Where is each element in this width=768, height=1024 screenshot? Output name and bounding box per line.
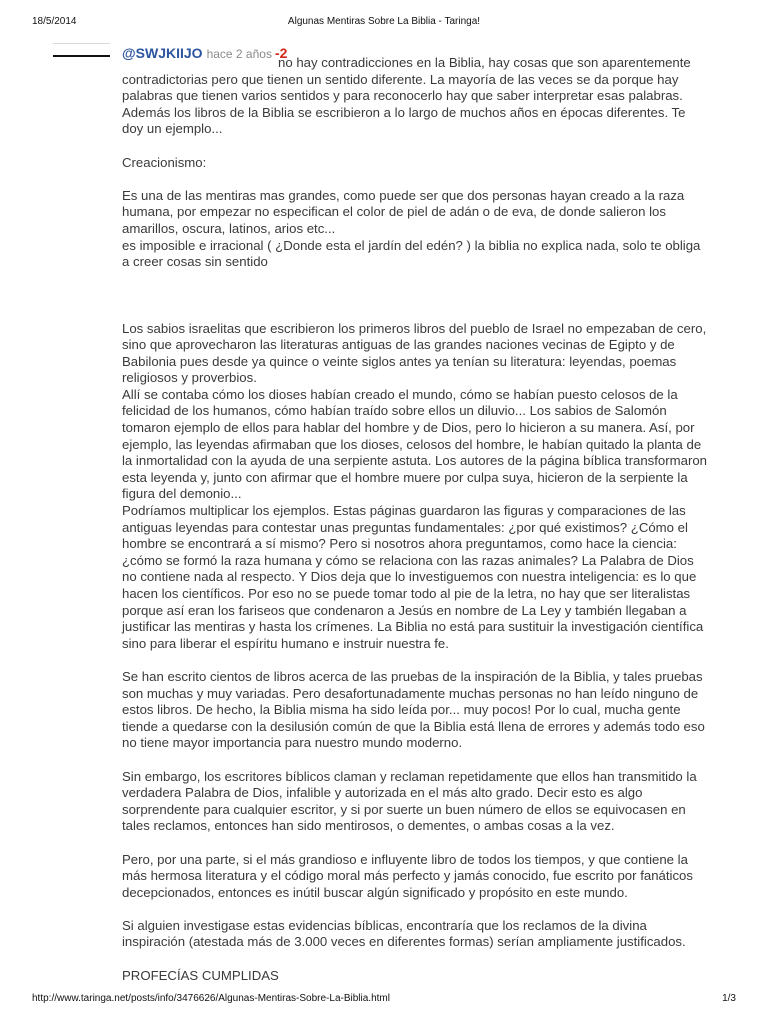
- comment-first-line: no hay contradicciones en la Biblia, hay cosas que son aparentemente: [278, 55, 691, 70]
- avatar[interactable]: [53, 43, 110, 57]
- print-page-title: Algunas Mentiras Sobre La Biblia - Taringa!: [287, 16, 481, 27]
- comment-body-text: contradictorias pero que tienen un sentido diferente. La mayoría de las veces se da porque hay palabras que tienen varios sentidos y para reconocerlo hay que saber interpretar esas palabras. Además los libros de la Biblia se escribieron a lo largo de muchos años en épocas diferentes. Te doy un ejemplo... Creacionismo: Es una de las mentiras mas grandes, como puede ser que dos personas hayan creado a la raza humana, por empezar no especifican el color de piel de adán o de eva, de donde salieron los amarillos, oscura, latinos, arios etc... es imposible e irracional ( ¿Donde esta el jardín del edén? ) la biblia no explica nada, solo te obliga a creer cosas sin sentido Los sabios israelitas que escribieron los primeros libros del pueblo de Israel no empezaban de cero, sino que aprovecharon las literaturas antiguas de las grandes naciones vecinas de Egipto y de Babilonia pues desde ya quince o veinte siglos antes ya tenían su literatura: leyendas, poemas religiosos y proverbios. Allí se contaba cómo los dioses habían creado el mundo, cómo se habían puesto celosos de la felicidad de los humanos, cómo habían traído sobre ellos un diluvio... Los sabios de Salomón tomaron ejemplo de ellos para hablar del hombre y de Dios, pero lo hicieron a su manera. Así, por ejemplo, las leyendas afirmaban que los dioses, celosos del hombre, le habían quitado la planta de la inmortalidad con la ayuda de una serpiente astuta. Los autores de la página bíblica transformaron esta leyenda y, junto con afirmar que el hombre muere por culpa suya, hicieron de la serpiente la figura del demonio... Podríamos multiplicar los ejemplos. Estas páginas guardaron las figuras y comparaciones de las antiguas leyendas para contestar unas preguntas fundamentales: ¿por qué existimos? ¿Cómo el hombre se encontrará a sí mismo? Pero si nosotros ahora preguntamos, como hace la ciencia: ¿cómo se formó la raza humana y cómo se relaciona con las razas animales? La Palabra de Dios no contiene nada al respecto. Y Dios deja que lo investiguemos con nuestra inteligencia: es lo que hacen los científicos. Por eso no se puede tomar todo al pie de la letra, no hay que ser literalistas porque así eran los fariseos que condenaron a Jesús en nombre de La Ley y también llegaban a justificar las mentiras y hasta los crímenes. La Biblia no está para sustituir la investigación científica sino para liberar el espíritu humano e instruir nuestra fe. Se han escrito cientos de libros acerca de las pruebas de la inspiración de la Biblia, y tales pruebas son muchas y muy variadas. Pero desafortunadamente muchas personas no han leído ninguno de estos libros. De hecho, la Biblia misma ha sido leída por... muy pocos! Por lo cual, mucha gente tiende a quedarse con la desilusión común de que la Biblia está llena de errores y además todo eso no tiene mayor importancia para nuestro mundo moderno. Sin embargo, los escritores bíblicos claman y reclaman repetidamente que ellos han transmitido la verdadera Palabra de Dios, infalible y autorizada en el más alto grado. Decir esto es algo sorprendente para cualquier escritor, y si por suerte un buen número de ellos se equivocasen en tales reclamos, entonces han sido mentirosos, o dementes, o ambas cosas a la vez. Pero, por una parte, si el más grandioso e influyente libro de todos los tiempos, y que contiene la más hermosa literatura y el código moral más perfecto y jamás conocido, fue escrito por fanáticos decepcionados, entonces es inútil buscar algún significado y propósito en este mundo. Si alguien investigase estas evidencias bíblicas, encontraría que los reclamos de la divina inspiración (atestada más de 3.000 veces en diferentes formas) serían ampliamente justificados. PROFECÍAS CUMPLIDAS: [122, 71, 708, 983]
- comment-timestamp: hace 2 años: [206, 47, 272, 61]
- print-header: [32, 16, 736, 30]
- print-date: 18/5/2014: [32, 16, 77, 27]
- comment-body: [122, 55, 718, 984]
- print-footer: [32, 993, 736, 1007]
- print-url: http://www.taringa.net/posts/info/3476626/Algunas-Mentiras-Sobre-La-Biblia.html: [32, 993, 390, 1004]
- comment-score: -2: [274, 45, 288, 61]
- comment-username[interactable]: @SWJKIIJO: [122, 45, 203, 61]
- print-page-number: 1/3: [722, 993, 736, 1004]
- comment: [122, 45, 718, 984]
